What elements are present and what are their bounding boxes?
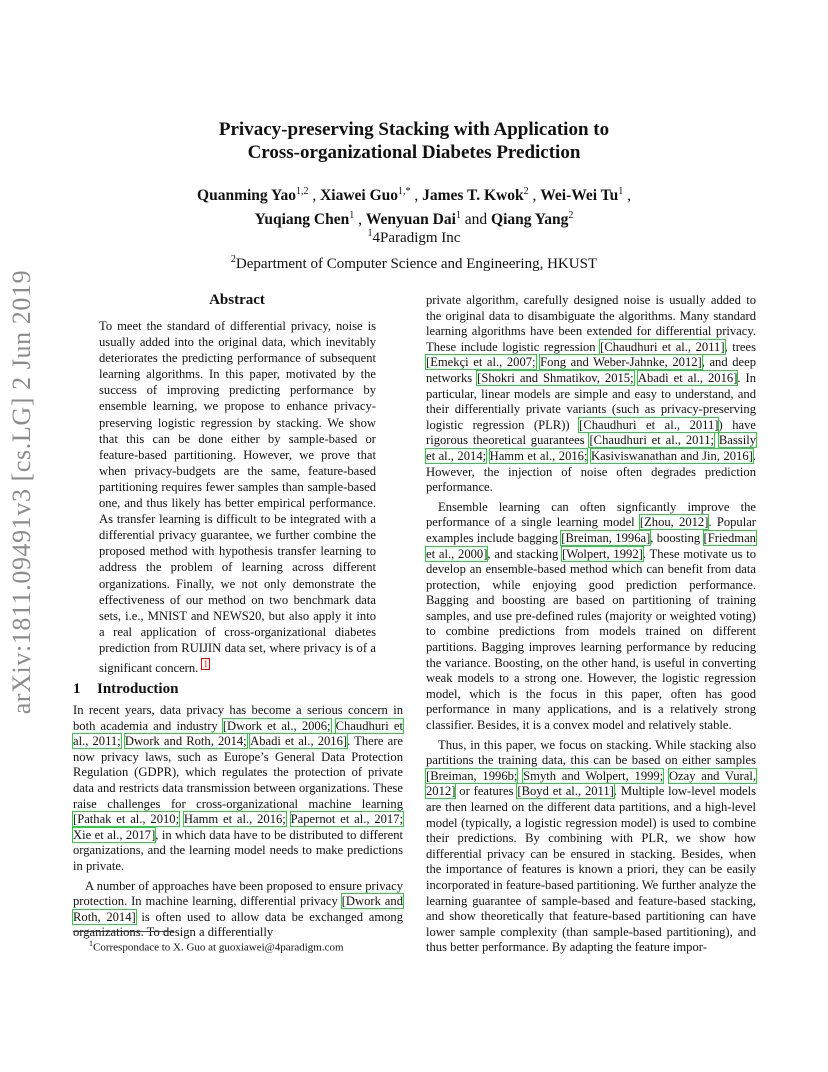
- text-run: In recent years, data privacy has become a serious concern in both academia and industry: [73, 703, 403, 733]
- author-affiliation-mark: 1: [455, 210, 461, 222]
- citation-link[interactable]: [Breiman, 1996b;: [426, 768, 518, 783]
- citation-link[interactable]: Smyth and Wolpert, 1999;: [523, 768, 664, 783]
- text-run: [286, 812, 291, 826]
- and-word: and: [460, 211, 492, 229]
- left-column: [73, 703, 403, 941]
- citation-link[interactable]: [Zhou, 2012]: [639, 515, 709, 530]
- text-run: . However, the injection of noise often degrades prediction performance.: [426, 448, 756, 495]
- footnote-mark: 1: [89, 939, 93, 948]
- citation-link[interactable]: Kasiviswanathan and Jin, 2016]: [590, 448, 753, 463]
- footnote-text: Correspondace to X. Guo at guoxiawei@4paradigm.com: [93, 941, 344, 954]
- right-paragraph-1: [426, 293, 756, 496]
- citation-link[interactable]: [Wolpert, 1992]: [562, 546, 643, 561]
- citation-link[interactable]: [Chaudhuri et al., 2011]: [579, 417, 719, 432]
- citation-link[interactable]: [Shokri and Shmatikov, 2015;: [477, 370, 634, 385]
- abstract-text: To meet the standard of differential privacy, noise is usually added into the original data, which inevitably deteriorates the predicting performance of subsequent learning algorithms. In this paper, motivated by the success of improving predicting performance by ensemble learning, we propose to enhance privacy-preserving logistic regression by stacking. We show that this can be done either by sample-based or feature-based partitioning. However, we prove that when privacy-budgets are the same, feature-based partitioning requires fewer samples than sample-based one, and thus likely has better empirical performance. As transfer learning is difficult to be integrated with a differential privacy guarantee, we further combine the proposed method with hypothesis transfer learning to address the problem of learning across different organizations. Finally, we not only demonstrate the effectiveness of our method on two benchmark data sets, i.e., MNIST and NEWS20, but also apply it into a real application of cross-organizational diabetes prediction from RUIJIN data set, where privacy is of a significant concern.: [99, 319, 376, 676]
- section-number: 1: [73, 681, 81, 697]
- citation-link[interactable]: Chaudhuri et al., 2011;: [73, 718, 404, 749]
- citation-link[interactable]: Ozay and Vural, 2012]: [426, 768, 756, 799]
- author-name: Wenyuan Dai: [365, 211, 456, 229]
- author-name: James T. Kwok: [422, 187, 524, 205]
- text-run: private algorithm, carefully designed noise is usually added to the original data to disambiguate the algorithms. Many standard learning algorithms have been extended for differential privacy. These include logistic regression: [426, 293, 756, 354]
- text-run: . Multiple low-level models are then learned on the different data partitions, and a high-level model (typically, a logistic regression model) is used to combine their predictions. By combining with PLR, we show how differential privacy can be ensured in stacking. Besides, when the importance of features is known a priori, they can be easily incorporated in feature-based partitioning. We further analyze the learning guarantee of sample-based and feature-based stacking, and show theoretically that feature-based partitioning can have lower sample complexity (than sample-based partitioning), and thus better performance. By adapting the feature impor-: [426, 784, 756, 955]
- citation-link[interactable]: Hamm et al., 2016;: [489, 448, 588, 463]
- citation-link[interactable]: Dwork and Roth, 2014;: [124, 734, 247, 749]
- text-run: is often used to allow data be exchanged among organizations. To design a differentially: [73, 909, 404, 940]
- text-run: ) have rigorous theoretical guarantees: [426, 417, 756, 448]
- right-paragraph-3: [426, 738, 756, 956]
- title-line-2: Cross-organizational Diabetes Prediction: [247, 142, 581, 163]
- author-name: Xiawei Guo: [320, 187, 399, 205]
- text-run: [331, 719, 336, 733]
- affiliation-2: [100, 249, 728, 275]
- author-affiliation-mark: 1: [349, 210, 355, 222]
- citation-link[interactable]: [Friedman et al., 2000]: [426, 530, 756, 561]
- affiliation-2-text: Department of Computer Science and Engineering, HKUST: [235, 256, 598, 272]
- citation-link[interactable]: Fong and Weber-Jahnke, 2012]: [540, 355, 702, 370]
- text-run: . Popular examples include bagging: [426, 515, 756, 545]
- intro-paragraph-1: [73, 703, 403, 875]
- affiliation-2-mark: 2: [230, 254, 236, 265]
- author-separator: ,: [528, 187, 541, 205]
- citation-link[interactable]: [Dwork and Roth, 2014]: [73, 894, 403, 924]
- text-run: . In particular, linear models are simple and easy to understand, and their differentially private variants (such as privacy-preserving logistic regression (PLR)): [426, 370, 756, 432]
- author-affiliation-mark: 1,*: [398, 186, 411, 197]
- citation-link[interactable]: Abadi et al., 2016]: [637, 370, 738, 385]
- text-run: . These motivate us to develop an ensemble-based method which can benefit from data protection, while enjoying good prediction performance. Bagging and boosting are based on partitioning of training samples, and use pre-defined rules (majority or weighted voting) to combine predictions from models trained on different partitions. Bagging improves learning performance by reducing the variance. Boosting, on the other hand, is useful in converting weak models to a strong one. However, the logistic regression model, which is the focus in this paper, often has good performance in many applications, and is a relatively strong classifier. Besides, it is a convex model and relatively stable.: [426, 546, 756, 733]
- text-run: Ensemble learning can often signficantly improve the performance of a single learning model: [426, 499, 756, 530]
- affiliation-1: [100, 223, 728, 249]
- title-line-1: Privacy-preserving Stacking with Application to: [218, 119, 610, 140]
- author-separator: ,: [308, 187, 321, 205]
- citation-link[interactable]: Abadi et al., 2016]: [250, 734, 348, 749]
- citation-link[interactable]: [Pathak et al., 2010;: [73, 812, 180, 827]
- author-name: Qiang Yang: [491, 211, 569, 229]
- affiliation-1-mark: 1: [367, 228, 373, 239]
- footnote-link[interactable]: 1: [203, 658, 208, 669]
- author-name: Wei-Wei Tu: [540, 187, 619, 205]
- text-run: Thus, in this paper, we focus on stacking. While stacking also partitions the training data, this can be based on either samples: [426, 737, 756, 768]
- author-separator: ,: [623, 187, 631, 205]
- right-column: [426, 293, 756, 956]
- text-run: , boosting: [650, 530, 704, 545]
- citation-link[interactable]: [Dwork et al., 2006;: [222, 718, 331, 733]
- author-separator: ,: [410, 187, 423, 205]
- author-affiliation-mark: 2: [523, 186, 529, 197]
- citation-link[interactable]: Xie et al., 2017]: [73, 827, 156, 842]
- abstract-body: [99, 318, 376, 676]
- author-affiliation-mark: 1,2: [295, 186, 309, 197]
- citation-link[interactable]: [Emekçi et al., 2007;: [426, 355, 536, 370]
- citation-link[interactable]: Bassily et al., 2014;: [426, 433, 756, 463]
- text-run: A number of approaches have been proposed to ensure privacy protection. In machine learning, differential privacy: [73, 878, 403, 909]
- paper-title: [110, 118, 718, 164]
- text-run: or features: [455, 784, 518, 799]
- text-run: , and stacking: [487, 546, 563, 561]
- section-title: Introduction: [97, 681, 179, 697]
- affiliation-1-text: 4Paradigm Inc: [372, 230, 461, 246]
- authors-line-1: [100, 182, 728, 206]
- author-separator: ,: [354, 211, 366, 229]
- section-heading: [73, 681, 178, 698]
- text-run: , in which data have to be distributed to different organizations, and the learning model needs to make predictions in private.: [73, 827, 403, 873]
- author-affiliation-mark: 2: [568, 210, 574, 222]
- affiliations: [100, 223, 728, 275]
- text-run: , and deep networks: [426, 355, 756, 385]
- text-run: . There are now privacy laws, such as Europe’s General Data Protection Regulation (GDPR), which regulates the protection of private data and restricts data transmission between organizations. These raise challenges for cross-organizational machine learning: [73, 734, 403, 811]
- author-name: Yuqiang Chen: [254, 211, 350, 229]
- footnote-rule: [73, 931, 173, 932]
- text-run: , trees: [724, 339, 756, 354]
- citation-link[interactable]: [Breiman, 1996a]: [561, 530, 651, 545]
- citation-link[interactable]: [Chaudhuri et al., 2011]: [600, 339, 725, 354]
- footnote: [89, 937, 344, 955]
- author-name: Quanming Yao: [197, 187, 296, 205]
- author-affiliation-mark: 1: [618, 186, 624, 197]
- citation-link[interactable]: [Boyd et al., 2011]: [517, 784, 614, 799]
- right-paragraph-2: [426, 500, 756, 734]
- citation-link[interactable]: [Chaudhuri et al., 2011;: [589, 433, 715, 448]
- abstract-heading: Abstract: [209, 292, 265, 308]
- citation-link[interactable]: Papernot et al., 2017;: [290, 812, 404, 827]
- arxiv-identifier: arXiv:1811.09491v3 [cs.LG] 2 Jun 2019: [7, 269, 36, 715]
- citation-link[interactable]: Hamm et al., 2016;: [183, 812, 286, 827]
